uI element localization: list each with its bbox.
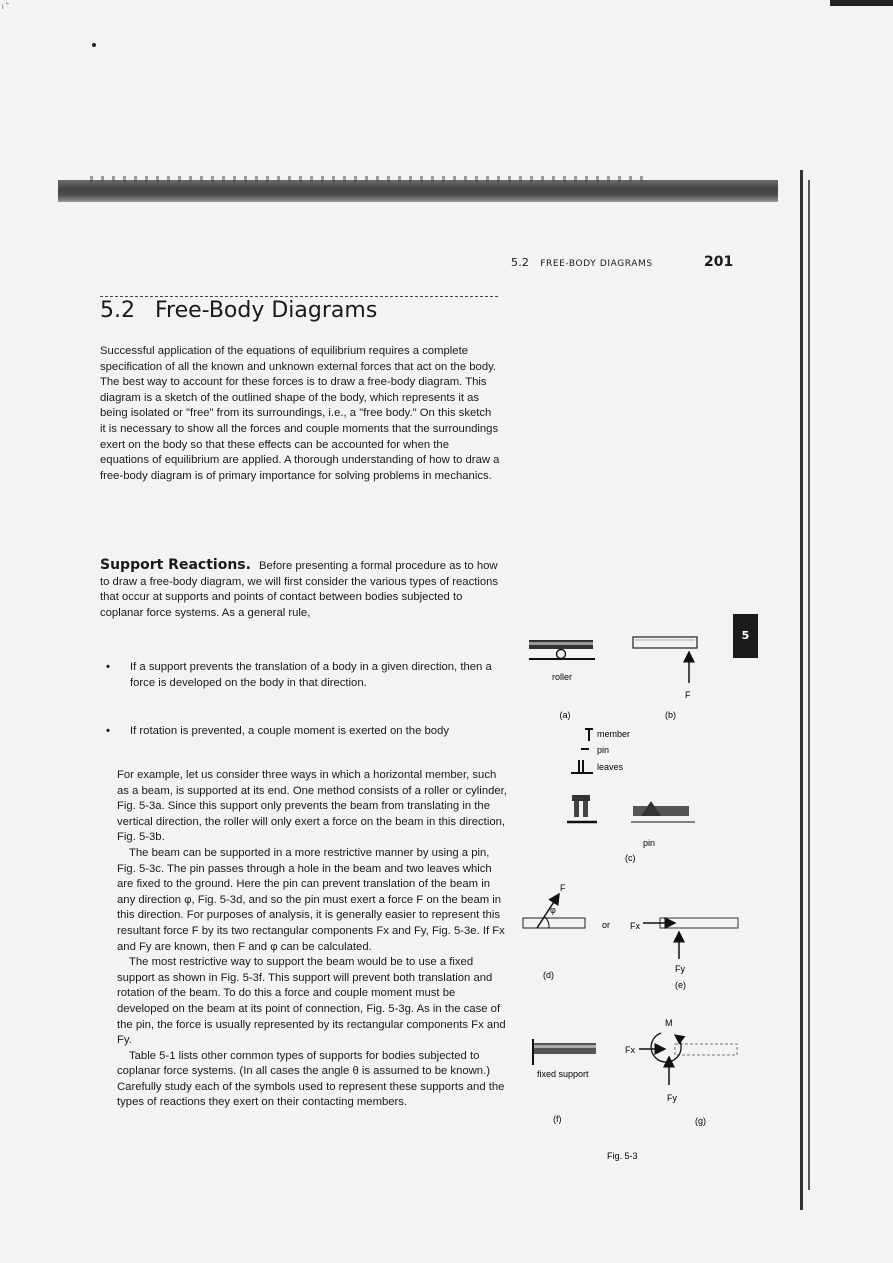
label-f: (f) (553, 1114, 562, 1124)
support-reactions-heading: Support Reactions. (100, 557, 251, 573)
roller-support-drawing (529, 640, 595, 659)
label-leaves: leaves (597, 762, 624, 772)
support-reactions-text: Before presenting a formal procedure as to how to draw a free-body diagram, we will first consider the various types of reactions that occur at supports and points of contact between bodies subjected to coplanar force systems. As a general rule, (100, 560, 499, 619)
label-e: (e) (675, 980, 686, 990)
page-number: 201 (704, 254, 734, 270)
section-number: 5.2 (100, 298, 135, 323)
body-paragraph: For example, let us consider three ways in which a horizontal member, such as a beam, is supported at its end. One method consists of a roller or cylinder, Fig. 5-3a. Since this support only prevents the beam from translating in the vertical direction, the roller will only exert a force on the beam in this direction, Fig. 5-3b. (117, 769, 507, 844)
label-pin: pin (597, 745, 610, 755)
figure-5-3 (515, 625, 775, 1185)
label-F-d: F (560, 883, 566, 893)
running-head-label: FREE-BODY DIAGRAMS (540, 259, 653, 269)
bullet-item (106, 724, 506, 740)
figure-caption: Fig. 5-3 (607, 1151, 638, 1161)
body-text (117, 768, 510, 1111)
pin-components-drawing (643, 918, 738, 959)
chapter-tab: 5 (733, 614, 758, 658)
label-Fx-e: Fx (630, 921, 640, 931)
bullet-icon: • (106, 661, 110, 673)
pin-support-drawing (567, 795, 695, 822)
scan-edge-mark (830, 0, 893, 6)
label-phi: φ (550, 905, 556, 915)
label-g: (g) (695, 1116, 706, 1126)
label-F-b: F (685, 690, 691, 700)
fixed-reaction-drawing (639, 1033, 737, 1085)
label-a: (a) (559, 710, 571, 720)
label-fixed-support: fixed support (537, 1069, 589, 1079)
page-edge-line (800, 170, 803, 1210)
section-title-text: Free-Body Diagrams (155, 298, 378, 323)
body-paragraph: The most restrictive way to support the beam would be to use a fixed support as shown in Fig. 5-3f. This support will prevent both translation and rotation of the beam. To do this a force and couple moment must be developed on the beam at its point of connection, Fig. 5-3g. As in the case of the pin, the force is usually represented by its rectangular components Fx and Fy. (117, 956, 506, 1047)
label-b: (b) (665, 710, 676, 720)
bullet-icon: • (106, 725, 110, 737)
title-rule (100, 296, 498, 297)
scan-margin-mark: ̅ᵣ (2, 2, 12, 5)
book-binding-shadow (58, 180, 778, 202)
fixed-support-drawing (533, 1039, 596, 1065)
bullet-text: If a support prevents the translation of a body in a given direction, then a force is developed on the body in that direction. (130, 661, 492, 689)
bullet-item (106, 660, 506, 691)
page-edge-line-2 (808, 180, 810, 1190)
label-pin-c: pin (643, 838, 656, 848)
label-d: (d) (543, 970, 554, 980)
intro-paragraph: Successful application of the equations of equilibrium requires a complete specification of all the known and unknown external forces that act on the body. The best way to account for these forces is to draw a free-body diagram. This diagram is a sketch of the outlined shape of the body, which represents it as being isolated or "free" from its surroundings, i.e., a "free body." On this sketch it is necessary to show all the forces and couple moments that the surroundings exert on the body so that these effects can be accounted for when the equations of equilibrium are applied. A thorough understanding of how to draw a free-body diagram is of primary importance for solving problems in mechanics. (100, 345, 500, 482)
section-title (100, 298, 377, 323)
label-or: or (602, 920, 611, 930)
label-member: member (597, 729, 631, 739)
body-paragraph: Table 5-1 lists other common types of supports for bodies subjected to coplanar force systems. (In all cases the angle θ is assumed to be known.) Carefully study each of the symbols used to represent these supports and the types of reactions they exert on their contacting members. (117, 1049, 505, 1109)
running-head-section: 5.2 (511, 256, 530, 269)
book-binding-noise (90, 176, 650, 182)
pin-member-legend (571, 729, 593, 773)
label-M: M (665, 1018, 673, 1028)
bullet-text: If rotation is prevented, a couple moment is exerted on the body (130, 725, 450, 737)
label-c: (c) (625, 853, 636, 863)
label-Fy-e: Fy (675, 964, 685, 974)
label-Fx-g: Fx (625, 1045, 635, 1055)
support-reactions-paragraph (100, 558, 502, 621)
running-head (511, 256, 653, 269)
roller-reaction-drawing (633, 637, 697, 683)
label-roller: roller (551, 672, 573, 682)
label-Fy-g: Fy (667, 1093, 677, 1103)
scan-speck (92, 43, 96, 47)
body-paragraph: The beam can be supported in a more restrictive manner by using a pin, Fig. 5-3c. The pin passes through a hole in the beam and two leaves which are fixed to the ground. Here the pin can prevent translation of the beam in any direction φ, Fig. 5-3d, and so the pin must exert a force F on the beam in this direction. For purposes of analysis, it is generally easier to represent this resultant force F by its two rectangular components Fx and Fy, Fig. 5-3e. If Fx and Fy are known, then F and φ can be calculated. (117, 846, 505, 953)
